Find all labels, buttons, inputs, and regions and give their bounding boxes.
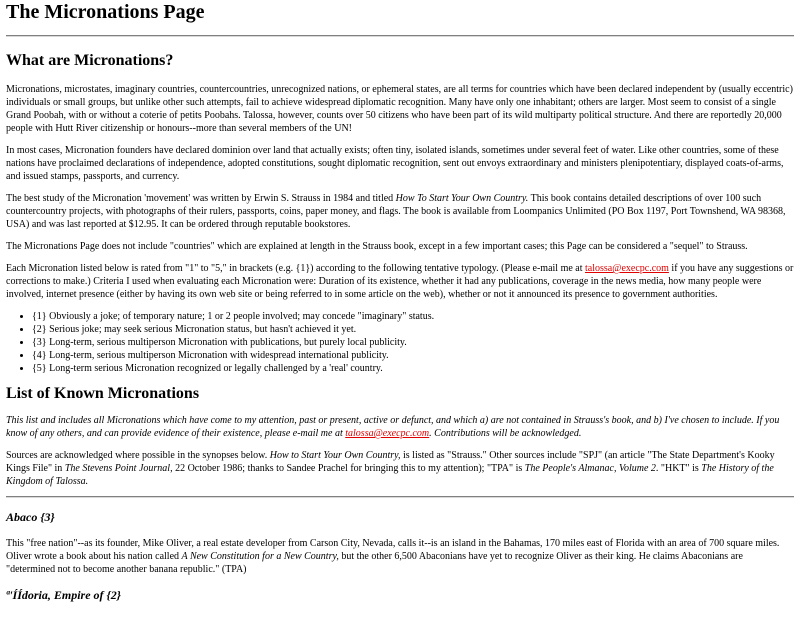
abaco-text: This "free nation"--as its founder, Mike Oliver, a real estate developer from Carson City, Nevada, calls it--is an island in the Bahamas, 170 miles east of Florida with an area of 700 square miles. Oliver wrote a book about his nation called bbox=[6, 538, 780, 562]
abaco-heading: Abaco {3} bbox=[6, 510, 55, 524]
list-item: • {1} Obviously a joke; of temporary nature; 1 or 2 people involved; may concede "imaginary" status. bbox=[32, 310, 794, 323]
typology-list bbox=[6, 310, 794, 375]
source-title: How to Start Your Own Country, bbox=[269, 450, 401, 461]
list-item: • {5} Long-term serious Micronation recognized or legally challenged by a 'real' country. bbox=[32, 362, 794, 375]
abaco-paragraph bbox=[6, 537, 794, 576]
list-heading: List of Known Micronations bbox=[6, 385, 200, 402]
sources-text: is listed as "Strauss." Other sources include "SPJ" (an article "The State Department's Kooky Kings File" in bbox=[6, 450, 775, 474]
p3-text-a: The best study of the Micronation 'movement' was written by Erwin S. Strauss in 1984 and titled bbox=[6, 193, 396, 204]
list-item: • {4} Long-term, serious multiperson Micronation with widespread international publicity. bbox=[32, 349, 794, 362]
sources-text: 22 October 1986; thanks to Sandee Prachel for bringing this to my attention); "TPA" is bbox=[172, 463, 525, 474]
page-title: The Micronations Page bbox=[6, 1, 205, 23]
p3-text-b: This book contains detailed descriptions of over 100 such countercountry projects, with photographs of their rulers, passports, coins, paper money, and flags. The book is available from Loompanics Unlimited (PO Box 1197, Port Townshend, WA 98368, USA) and was last reported at $12.95. It can be ordered through reputable bookstores. bbox=[6, 193, 786, 230]
what-heading: What are Micronations? bbox=[6, 52, 174, 69]
list-intro-text-b: . Contributions will be acknowledged. bbox=[429, 428, 582, 439]
intro-paragraph-1: Micronations, microstates, imaginary countries, countercountries, unrecognized nations, or ephemeral states, are all terms for countries which have been declared independent by (usually eccentric) individuals or small groups, but unlike other such attempts, fail to achieve widespread diplomatic recognition. Many have only one inhabitant; others are larger. Most seem to consist of a single Grand Poobah, with or without a coterie of petits Poobahs. Talossa, however, counts over 50 citizens who have been part of its wild multiparty political structure. And there are reportedly 20,000 people with Hutt River citizenship or honours--more than several members of the UN! bbox=[6, 84, 793, 134]
intro-paragraph-5 bbox=[6, 262, 794, 301]
list-intro bbox=[6, 414, 794, 440]
intro-paragraph-4: The Micronations Page does not include "countries" which are explained at length in the Strauss book, except in a few important cases; this Page can be considered a "sequel" to Strauss. bbox=[6, 241, 748, 252]
abaco-book-title: A New Constitution for a New Country, bbox=[181, 551, 339, 562]
sources-text: . "HKT" is bbox=[655, 463, 702, 474]
intro-paragraph-2: In most cases, Micronation founders have declared dominion over land that actually exists; often tiny, isolated islands, sometimes under several feet of water. Like other countries, some of these nations have proclaimed declarations of independence, adopted constitutions, sought diplomatic recognition, sent out envoys extraordinary and ministers plenipotentiary, displayed coats-of-arms, and issued stamps, passports, and currency. bbox=[6, 145, 784, 182]
book-title: How To Start Your Own Country. bbox=[395, 193, 529, 204]
list-item: • {3} Long-term, serious multiperson Micronation with publications, but purely local publicity. bbox=[32, 336, 794, 349]
next-entry-heading: ª'ÍÍdoria, Empire of {2} bbox=[6, 588, 121, 602]
p5-text-a: Each Micronation listed below is rated from "1" to "5," in brackets (e.g. {1}) according to the following tentative typology. (Please e-mail me at bbox=[6, 263, 586, 274]
email-link[interactable]: talossa@execpc.com bbox=[585, 263, 669, 274]
title-divider bbox=[6, 35, 794, 37]
list-intro-text-a: This list and includes all Micronations which have come to my attention, past or present, active or defunct, and which a) are not contained in Strauss's book, and b) I've chosen to include. If you know of any others, and can provide evidence of their existence, please e-mail me at bbox=[6, 415, 780, 439]
intro-paragraph-3 bbox=[6, 192, 794, 231]
source-title: The People's Almanac, Volume 2 bbox=[524, 463, 656, 474]
email-link[interactable]: talossa@execpc.com bbox=[345, 428, 430, 439]
sources-text: Sources are acknowledged where possible in the synopses below. bbox=[6, 450, 270, 461]
p5-text-b: if you have any suggestions or corrections to make.) Criteria I used when evaluating each Micronation were: Duration of its existence, whether it had any publications, coverage in the news media, how many people were involved, internet presence (either by having its own web site or being referred to in some article on the web), whether or not it announced its presence to government authorities. bbox=[6, 263, 794, 300]
list-item: • {2} Serious joke; may seek serious Micronation status, but hasn't achieved it yet. bbox=[32, 323, 794, 336]
source-title: The Stevens Point Journal, bbox=[64, 463, 173, 474]
source-title: The History of the Kingdom of Talossa. bbox=[6, 463, 774, 487]
sources-paragraph bbox=[6, 449, 794, 488]
abaco-text: but the other 6,500 Abaconians have yet to recognize Oliver as their king. He claims Abaconians are "determined not to become another banana republic." (TPA) bbox=[6, 551, 743, 575]
section-divider bbox=[6, 496, 794, 498]
